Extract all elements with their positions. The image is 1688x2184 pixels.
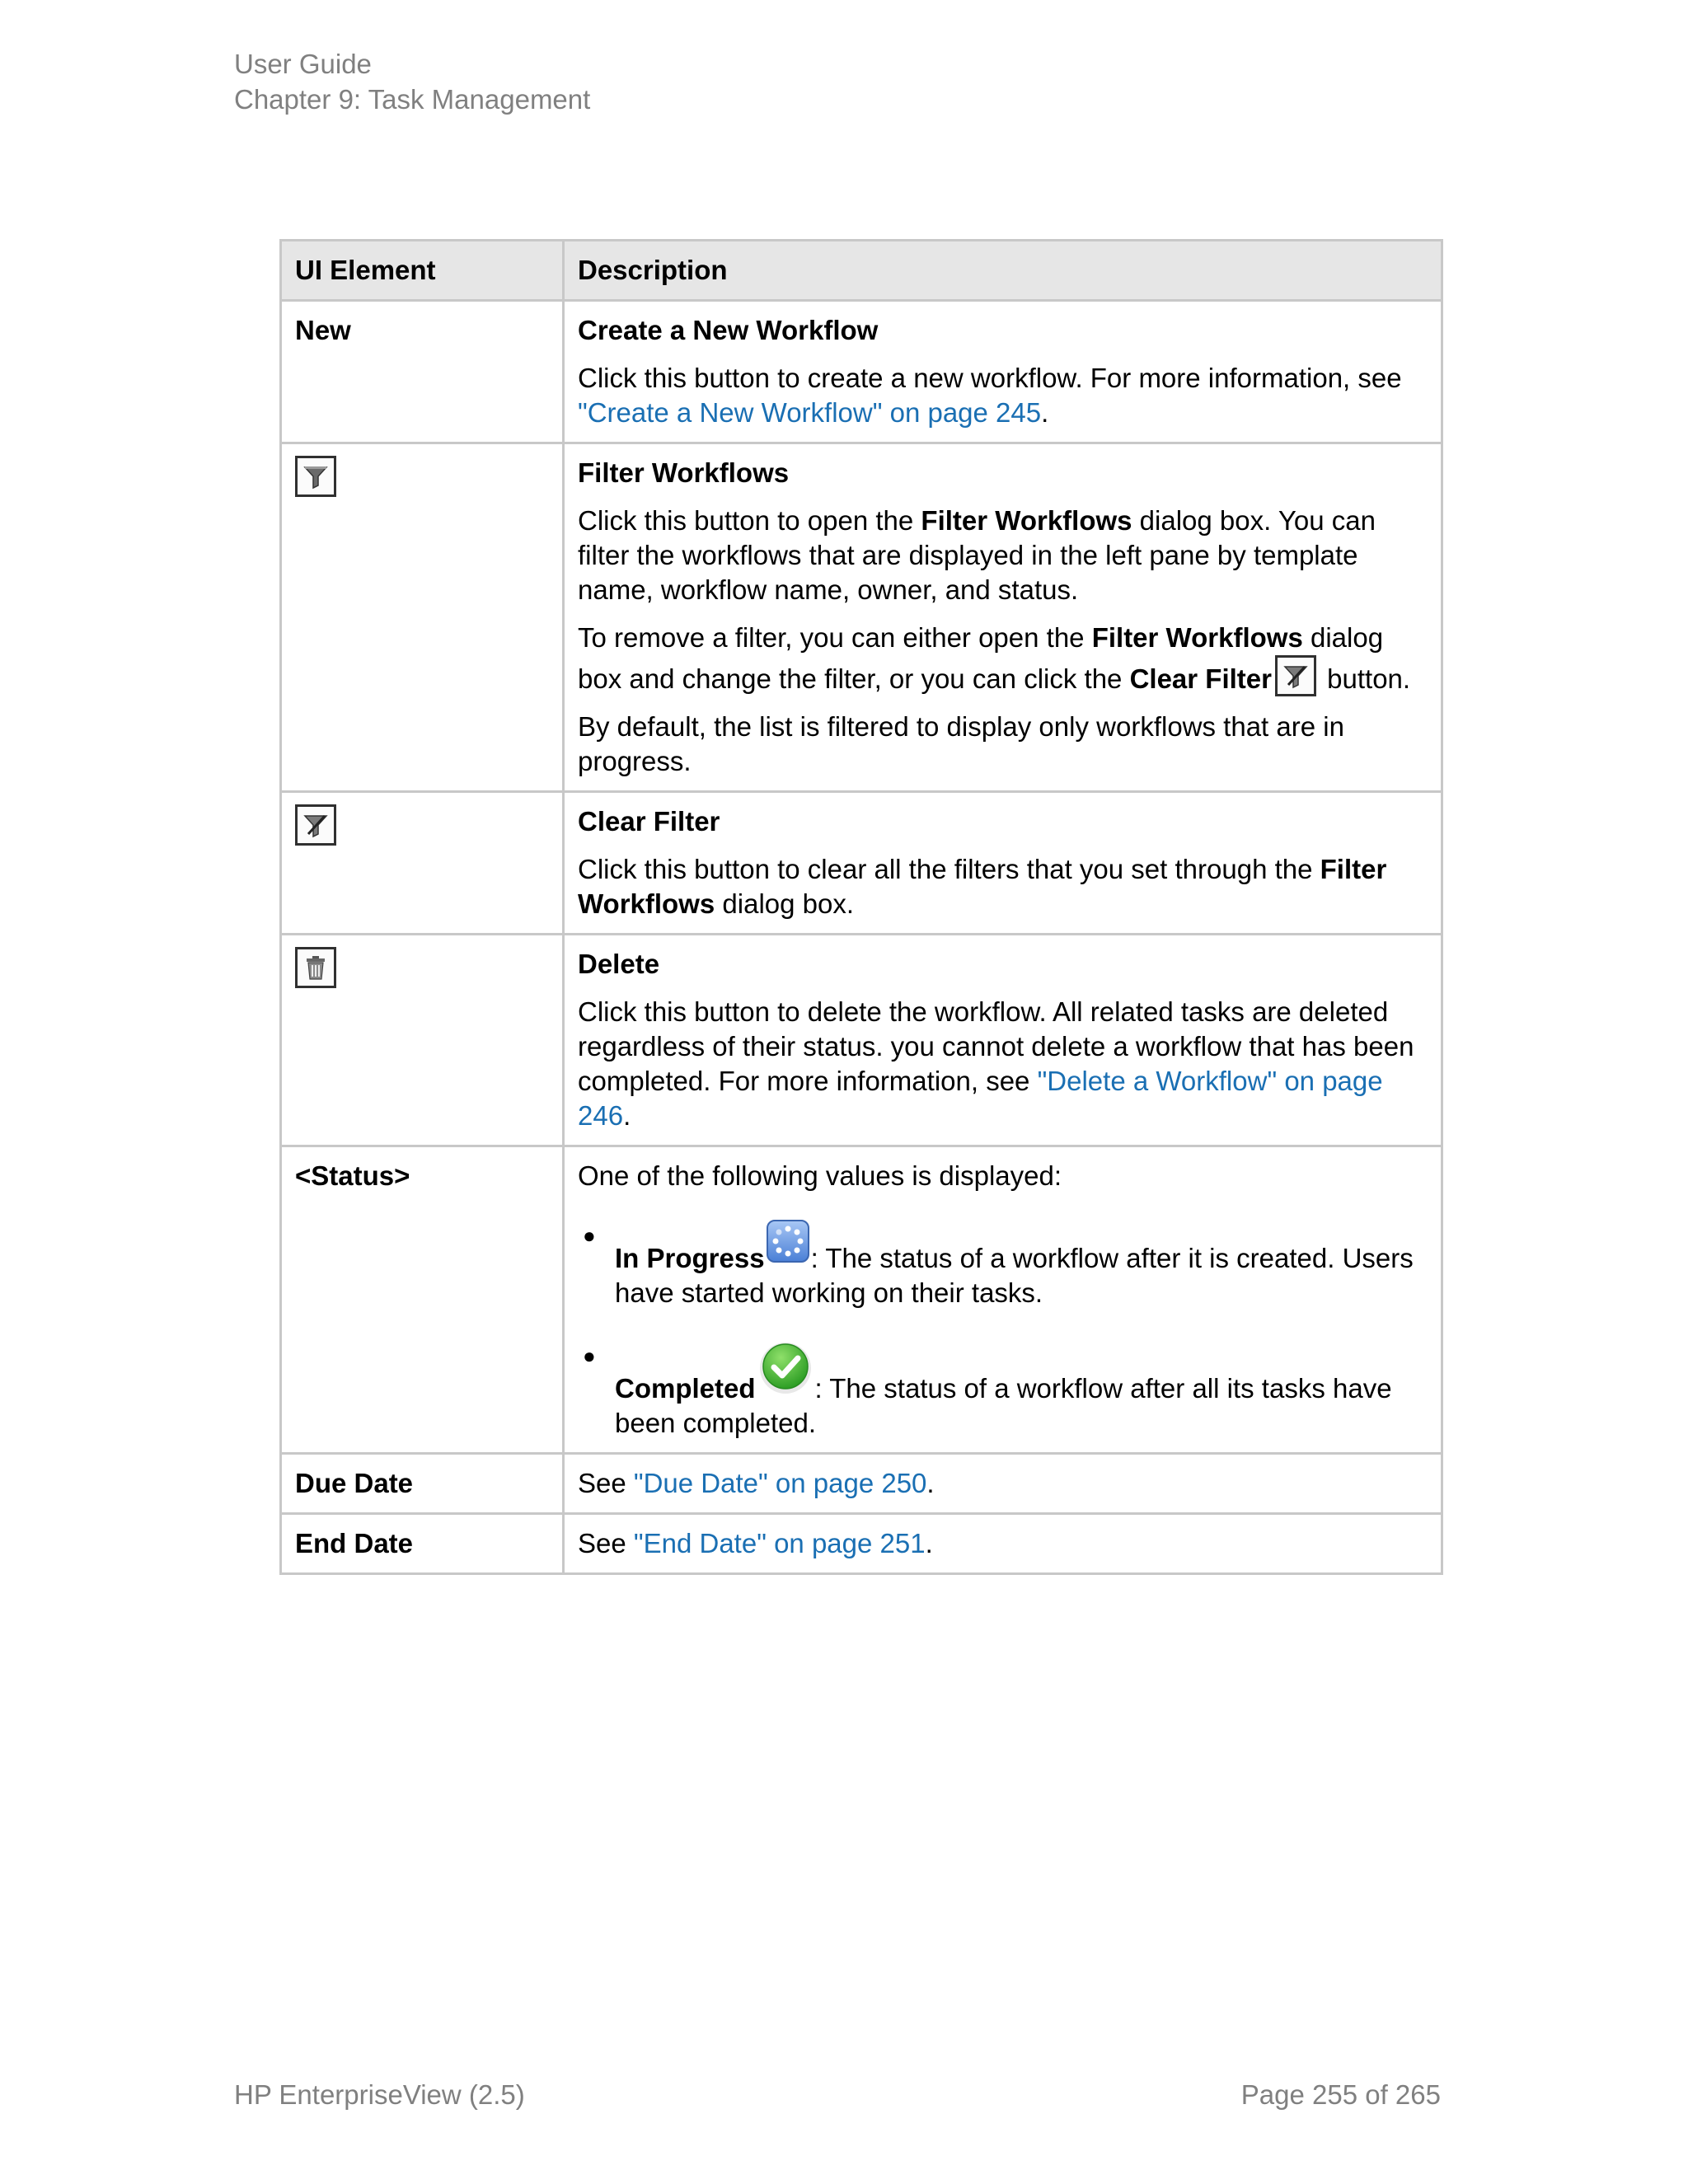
table-row-delete xyxy=(281,935,1442,1146)
due-end: . xyxy=(926,1468,935,1498)
clear-filter-title: Clear Filter xyxy=(578,806,720,837)
table-row-filter xyxy=(281,443,1442,792)
table-row-status xyxy=(281,1146,1442,1454)
trash-icon xyxy=(295,947,336,988)
filter-title: Filter Workflows xyxy=(578,457,790,488)
new-end: . xyxy=(1041,397,1049,428)
new-label: New xyxy=(295,315,351,345)
end-end: . xyxy=(925,1528,933,1558)
description-cell xyxy=(564,1454,1442,1514)
ui-element-cell xyxy=(281,443,564,792)
list-item xyxy=(578,1218,1428,1310)
guide-title: User Guide xyxy=(234,49,372,79)
ui-element-table xyxy=(279,239,1443,1575)
description-cell xyxy=(564,443,1442,792)
bullet-icon: ● xyxy=(583,1223,596,1248)
bullet-icon: ● xyxy=(583,1343,596,1368)
filter-p1-c: dialog box. You can filter the workflows that are displayed in the left pane by template name, workflow name, owner, and status. xyxy=(578,505,1376,605)
chapter-title: Chapter 9: Task Management xyxy=(234,84,591,115)
new-text: Click this button to create a new workflow. For more information, see xyxy=(578,363,1402,393)
description-cell xyxy=(564,935,1442,1146)
column-header-description: Description xyxy=(564,241,1442,301)
status-name-in-progress: In Progress xyxy=(615,1243,765,1273)
filter-p2-a: To remove a filter, you can either open the xyxy=(578,622,1092,653)
filter-p1-a: Click this button to open the xyxy=(578,505,921,536)
create-workflow-link[interactable]: "Create a New Workflow" on page 245 xyxy=(578,397,1042,428)
description-cell xyxy=(564,1514,1442,1574)
status-label: <Status> xyxy=(295,1160,410,1191)
filter-description-2 xyxy=(578,621,1428,696)
new-description xyxy=(578,361,1428,430)
status-list xyxy=(578,1218,1428,1441)
clear-filter-icon xyxy=(295,804,336,846)
description-cell xyxy=(564,792,1442,935)
end-date-label: End Date xyxy=(295,1528,414,1558)
new-title: Create a New Workflow xyxy=(578,315,879,345)
in-progress-text: : The status of a workflow after it is created. Users have started working on their tasks. xyxy=(615,1243,1414,1308)
list-item xyxy=(578,1338,1428,1441)
clear-p1-b: Filter Workflows xyxy=(578,854,1387,919)
due-date-link[interactable]: "Due Date" on page 250 xyxy=(633,1468,927,1498)
table-row-new xyxy=(281,301,1442,443)
table-header-row xyxy=(281,241,1442,301)
end-date-link[interactable]: "End Date" on page 251 xyxy=(633,1528,926,1558)
due-see: See xyxy=(578,1468,634,1498)
description-cell xyxy=(564,1146,1442,1454)
check-icon xyxy=(756,1338,815,1406)
filter-p2-c: dialog box and change the filter, or you can click the xyxy=(578,622,1384,694)
in-progress-icon xyxy=(765,1218,811,1276)
table-row-due-date xyxy=(281,1454,1442,1514)
delete-workflow-link[interactable]: "Delete a Workflow" on page 246 xyxy=(578,1066,1383,1131)
description-cell xyxy=(564,301,1442,443)
table-row-end-date xyxy=(281,1514,1442,1574)
footer-product: HP EnterpriseView (2.5) xyxy=(234,2079,525,2110)
ui-element-cell xyxy=(281,935,564,1146)
delete-text: Click this button to delete the workflow. All related tasks are deleted regardless of their status. you cannot delete a workflow that has been completed. For more information, see xyxy=(578,996,1414,1096)
ui-element-cell xyxy=(281,1454,564,1514)
table-row-clear-filter xyxy=(281,792,1442,935)
filter-p2-b: Filter Workflows xyxy=(1091,622,1303,653)
ui-element-cell xyxy=(281,1514,564,1574)
delete-description xyxy=(578,995,1428,1133)
end-see: See xyxy=(578,1528,634,1558)
filter-p2-e: button. xyxy=(1319,663,1411,694)
delete-title: Delete xyxy=(578,949,660,979)
filter-p1-b: Filter Workflows xyxy=(921,505,1132,536)
due-date-label: Due Date xyxy=(295,1468,414,1498)
status-intro: One of the following values is displayed: xyxy=(578,1160,1062,1191)
clear-p1-c: dialog box. xyxy=(715,888,855,919)
ui-element-cell xyxy=(281,301,564,443)
clear-p1-a: Click this button to clear all the filters that you set through the xyxy=(578,854,1320,884)
footer-page-number: Page 255 of 265 xyxy=(1240,2079,1441,2110)
ui-element-cell xyxy=(281,792,564,935)
column-header-ui-element: UI Element xyxy=(281,241,564,301)
clear-filter-inline-icon xyxy=(1275,655,1316,696)
delete-end: . xyxy=(623,1100,631,1131)
clear-filter-description xyxy=(578,852,1428,921)
status-name-completed: Completed xyxy=(615,1373,756,1404)
filter-description-3: By default, the list is filtered to display only workflows that are in progress. xyxy=(578,711,1344,776)
filter-p2-d: Clear Filter xyxy=(1129,663,1272,694)
ui-element-cell xyxy=(281,1146,564,1454)
completed-text: : The status of a workflow after all its tasks have been completed. xyxy=(615,1373,1392,1438)
running-header xyxy=(234,46,590,117)
filter-icon xyxy=(295,456,336,497)
filter-description-1 xyxy=(578,504,1428,607)
